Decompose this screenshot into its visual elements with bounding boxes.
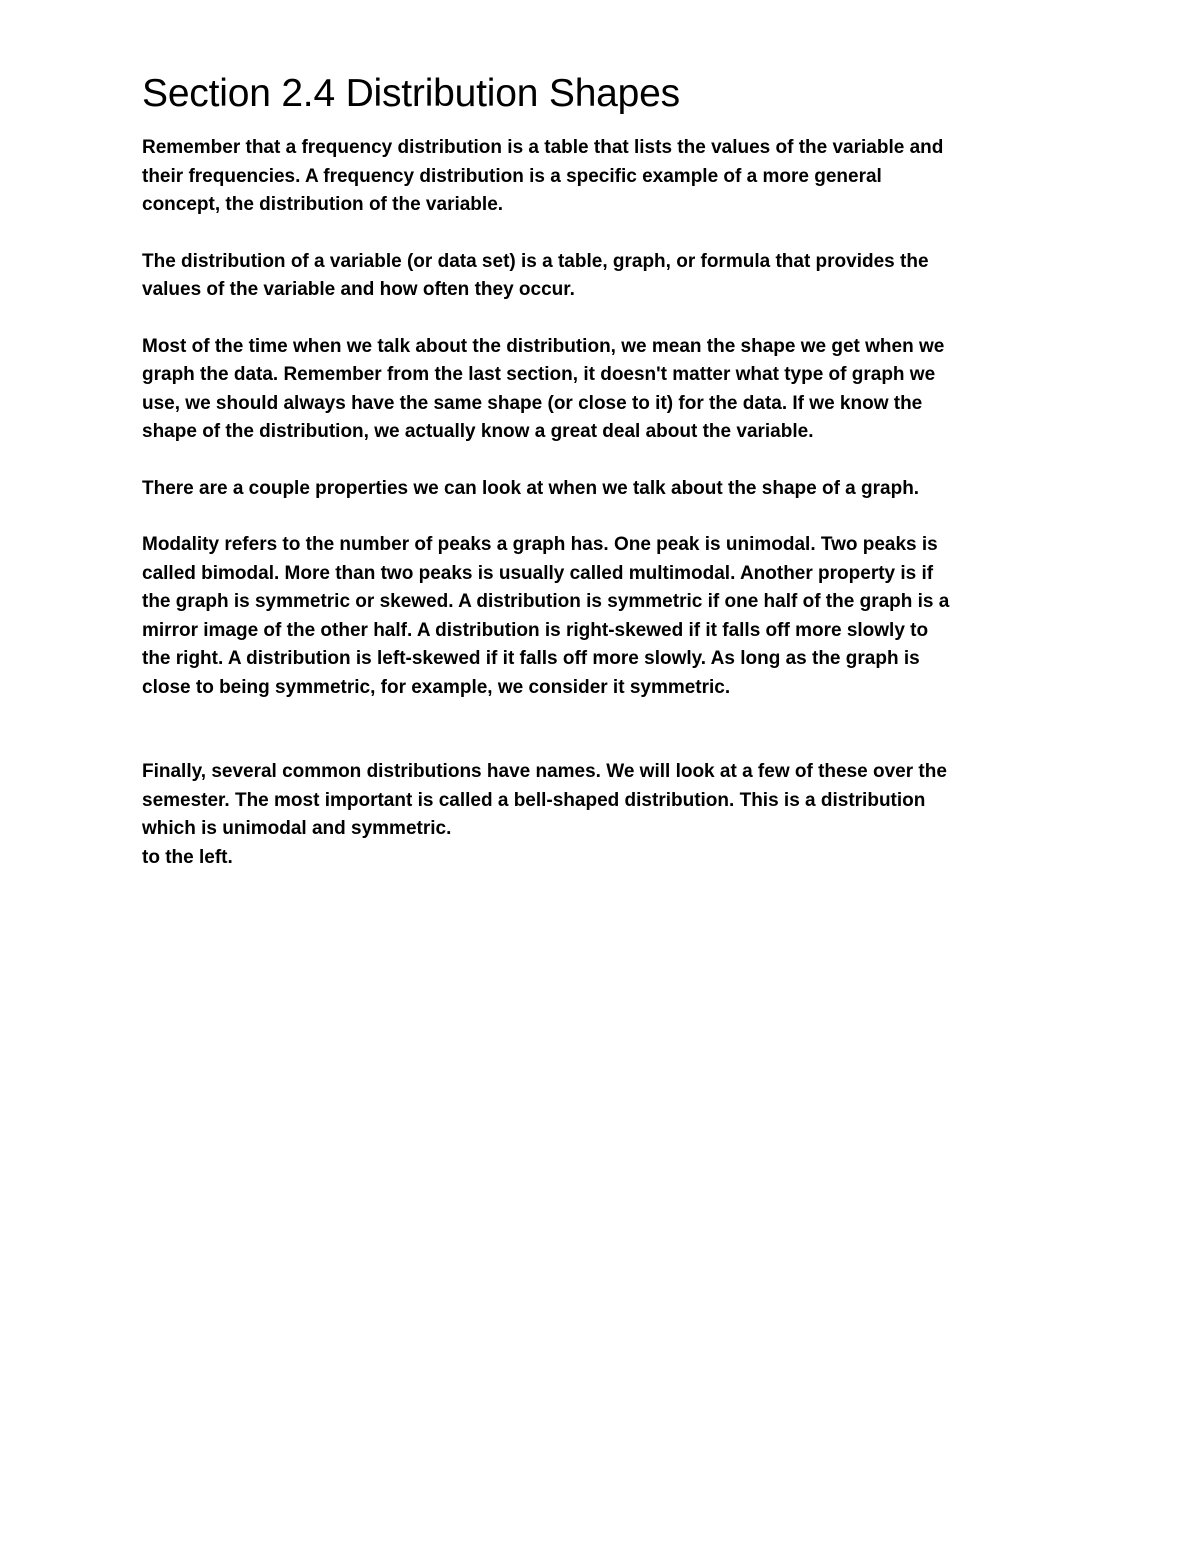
paragraph-distribution-definition: The distribution of a variable (or data set) is a table, graph, or formula that provides the values of the variable and how often they occur. xyxy=(142,250,929,300)
paragraph-named-distributions: Finally, several common distributions have names. We will look at a few of these over the semester. The most important is called a bell-shaped distribution. This is a distribution which is unimodal and symmetric. to the left. xyxy=(142,761,947,868)
paragraph-modality-symmetry: Modality refers to the number of peaks a graph has. One peak is unimodal. Two peaks is called bimodal. More than two peaks is usually called multimodal. Another property is if the graph is symmetric or skewed. A distribution is symmetric if one half of the graph is a mirror image of the other half. A distribution is right-skewed if it falls off more slowly to the right. A distribution is left-skewed if it falls off more slowly. As long as the graph is close to being symmetric, for example, we consider it symmetric. xyxy=(142,534,950,698)
paragraph-spacer xyxy=(142,503,1072,531)
paragraph-spacer xyxy=(142,305,1072,333)
paragraph-spacer xyxy=(142,447,1072,475)
paragraph-spacer xyxy=(142,220,1072,248)
paragraph-frequency-distribution: Remember that a frequency distribution is a table that lists the values of the variable and their frequencies. A frequency distribution is a specific example of a more general concept, the distribution of the variable. xyxy=(142,137,944,215)
document-content xyxy=(142,70,1072,872)
paragraph-shape-properties: There are a couple properties we can look at when we talk about the shape of a graph. xyxy=(142,477,920,499)
paragraph-spacer xyxy=(142,702,1072,758)
page-title: Section 2.4 Distribution Shapes xyxy=(142,72,680,115)
paragraph-distribution-shape: Most of the time when we talk about the distribution, we mean the shape we get when we graph the data. Remember from the last section, it doesn't matter what type of graph we use, we should always have the same shape (or close to it) for the data. If we know the shape of the distribution, we actually know a great deal about the variable. xyxy=(142,335,945,442)
